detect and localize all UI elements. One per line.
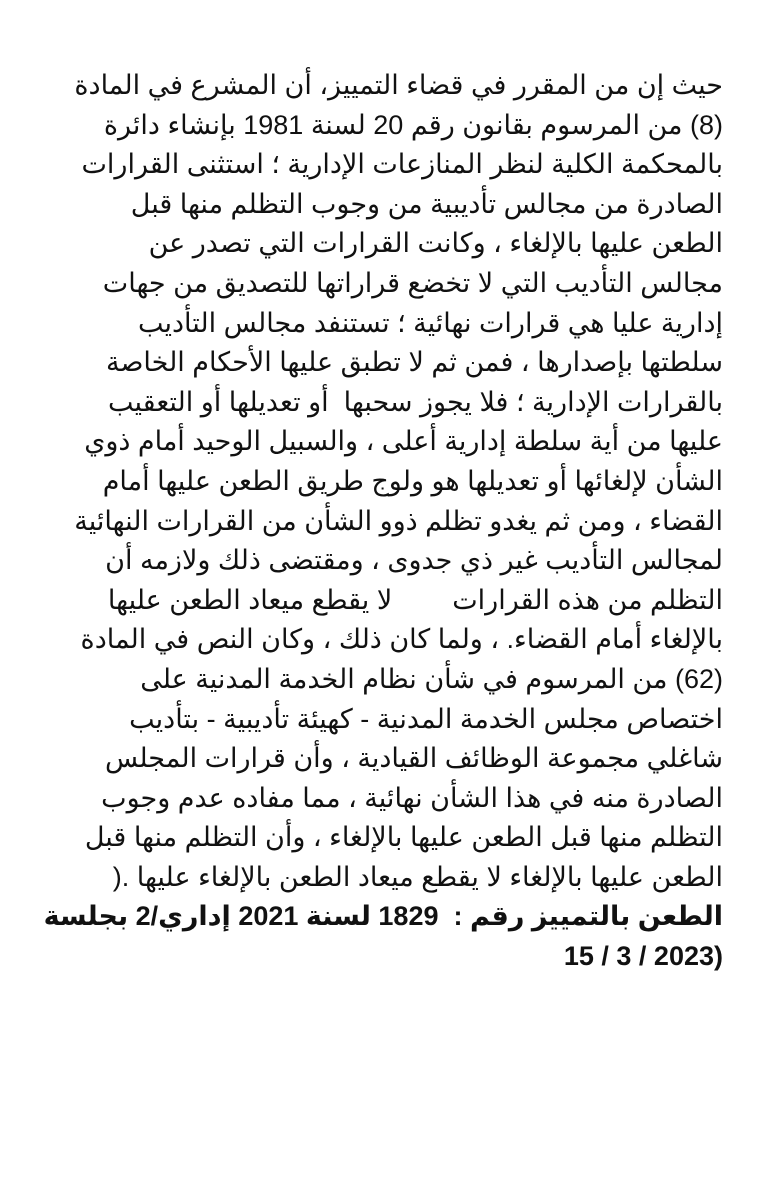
body-line-8: سلطتها بإصدارها ، فمن ثم لا تطبق عليها الأحكام الخاصة (106, 347, 723, 378)
body-line-17: اختصاص مجلس الخدمة المدنية - كهيئة تأديبية - بتأديب (129, 703, 723, 734)
body-line-13: لمجالس التأديب غير ذي جدوى ، ومقتضى ذلك ولازمه أن (105, 545, 723, 576)
body-line-14: التظلم من هذه القرارات لا يقطع ميعاد الطعن عليها (107, 584, 723, 615)
body-line-20: التظلم منها قبل الطعن عليها بالإلغاء ، وأن التظلم منها قبل (84, 822, 723, 853)
body-line-12: القضاء ، ومن ثم يغدو تظلم ذوو الشأن من القرارات النهائية (74, 505, 723, 536)
body-line-15: بالإلغاء أمام القضاء. ، ولما كان ذلك ، وكان النص في المادة (80, 624, 723, 655)
body-line-1: حيث إن من المقرر في قضاء التمييز، أن المشرع في المادة (74, 70, 723, 100)
citation-line-2: 15 / 3 / 2023) (563, 941, 723, 972)
body-line-19: الصادرة منه في هذا الشأن نهائية ، مما مفاده عدم وجوب (101, 782, 723, 813)
body-line-16: (62) من المرسوم في شأن نظام الخدمة المدنية على (140, 663, 723, 694)
body-line-18: شاغلي مجموعة الوظائف القيادية ، وأن قرارات المجلس (104, 743, 723, 774)
body-line-6: مجالس التأديب التي لا تخضع قراراتها للتصديق من جهات (102, 267, 723, 298)
body-line-2: (8) من المرسوم بقانون رقم 20 لسنة 1981 بإنشاء دائرة (103, 109, 723, 140)
body-line-7: إدارية عليا هي قرارات نهائية ؛ تستنفد مجالس التأديب (137, 307, 723, 338)
body-line-21: الطعن عليها بالإلغاء لا يقطع ميعاد الطعن بالإلغاء عليها .( (112, 861, 723, 892)
body-line-9: بالقرارات الإدارية ؛ فلا يجوز سحبها أو تعديلها أو التعقيب (108, 386, 723, 417)
case-citation (43, 897, 723, 976)
ruling-body-paragraph (43, 66, 723, 897)
body-line-11: الشأن لإلغائها أو تعديلها هو ولوج طريق الطعن عليها أمام (102, 465, 723, 496)
legal-ruling-excerpt (43, 66, 723, 977)
body-line-3: بالمحكمة الكلية لنظر المنازعات الإدارية ؛ استثنى القرارات (81, 149, 723, 180)
body-line-5: الطعن عليها بالإلغاء ، وكانت القرارات التي تصدر عن (148, 228, 723, 259)
body-line-4: الصادرة من مجالس تأديبية من وجوب التظلم منها قبل (130, 188, 723, 219)
body-line-10: عليها من أية سلطة إدارية أعلى ، والسبيل الوحيد أمام ذوي (84, 426, 723, 457)
citation-line-1: الطعن بالتمييز رقم : 1829 لسنة 2021 إداري/2 بجلسة (43, 901, 723, 932)
